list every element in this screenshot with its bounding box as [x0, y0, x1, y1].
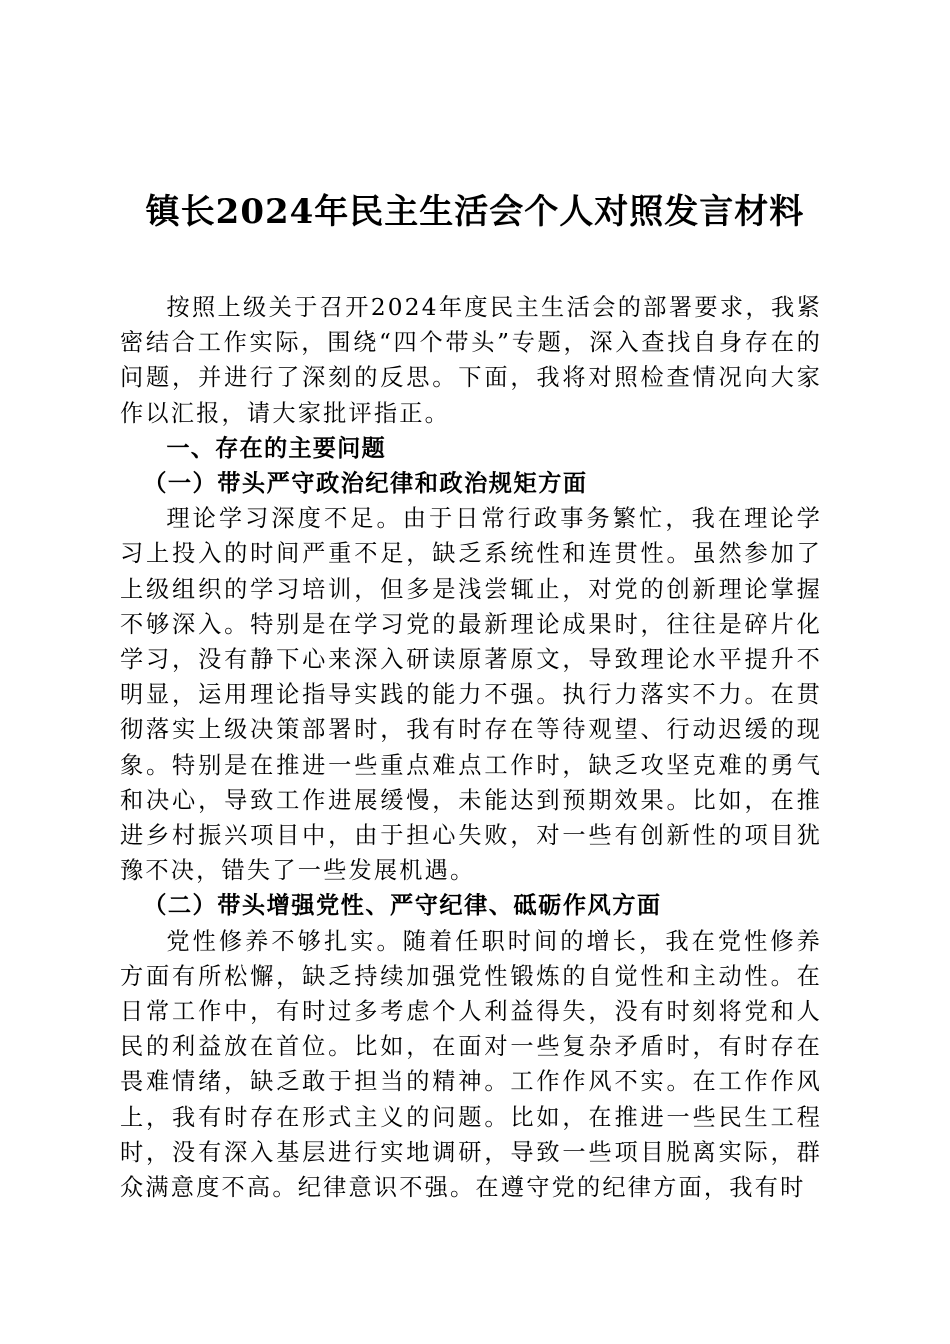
subsection-heading-party-spirit: （二）带头增强党性、严守纪律、砥砺作风方面 [143, 892, 662, 920]
subsection-body-political-discipline: 理论学习深度不足。由于日常行政事务繁忙，我在理论学习上投入的时间严重不足，缺乏系统性和连贯性。虽然参加了上级组织的学习培训，但多是浅尝辄止，对党的创新理论掌握不够深入。特别是在学习党的最新理论成果时，往往是碎片化学习，没有静下心来深入研读原著原文，导致理论水平提升不明显，运用理论指导实践的能力不强。执行力落实不力。在贯彻落实上级决策部署时，我有时存在等待观望、行动迟缓的现象。特别是在推进一些重点难点工作时，缺乏攻坚克难的勇气和决心，导致工作进展缓慢，未能达到预期效果。比如，在推进乡村振兴项目中，由于担心失败，对一些有创新性的项目犹豫不决，错失了一些发展机遇。 [120, 505, 822, 885]
document-body [120, 290, 822, 1205]
document-title: 镇长2024年民主生活会个人对照发言材料 [145, 192, 805, 232]
section-heading-main-problems: 一、存在的主要问题 [166, 434, 386, 462]
subsection-body-party-spirit: 党性修养不够扎实。随着任职时间的增长，我在党性修养方面有所松懈，缺乏持续加强党性锻炼的自觉性和主动性。在日常工作中，有时过多考虑个人利益得失，没有时刻将党和人民的利益放在首位。比如，在面对一些复杂矛盾时，有时存在畏难情绪，缺乏敢于担当的精神。工作作风不实。在工作作风上，我有时存在形式主义的问题。比如，在推进一些民生工程时，没有深入基层进行实地调研，导致一些项目脱离实际，群众满意度不高。纪律意识不强。在遵守党的纪律方面，我有时 [120, 927, 822, 1202]
intro-paragraph: 按照上级关于召开2024年度民主生活会的部署要求，我紧密结合工作实际，围绕“四个带头”专题，深入查找自身存在的问题，并进行了深刻的反思。下面，我将对照检查情况向大家作以汇报，请大家批评指正。 [120, 294, 822, 427]
subsection-heading-political-discipline: （一）带头严守政治纪律和政治规矩方面 [143, 470, 588, 498]
